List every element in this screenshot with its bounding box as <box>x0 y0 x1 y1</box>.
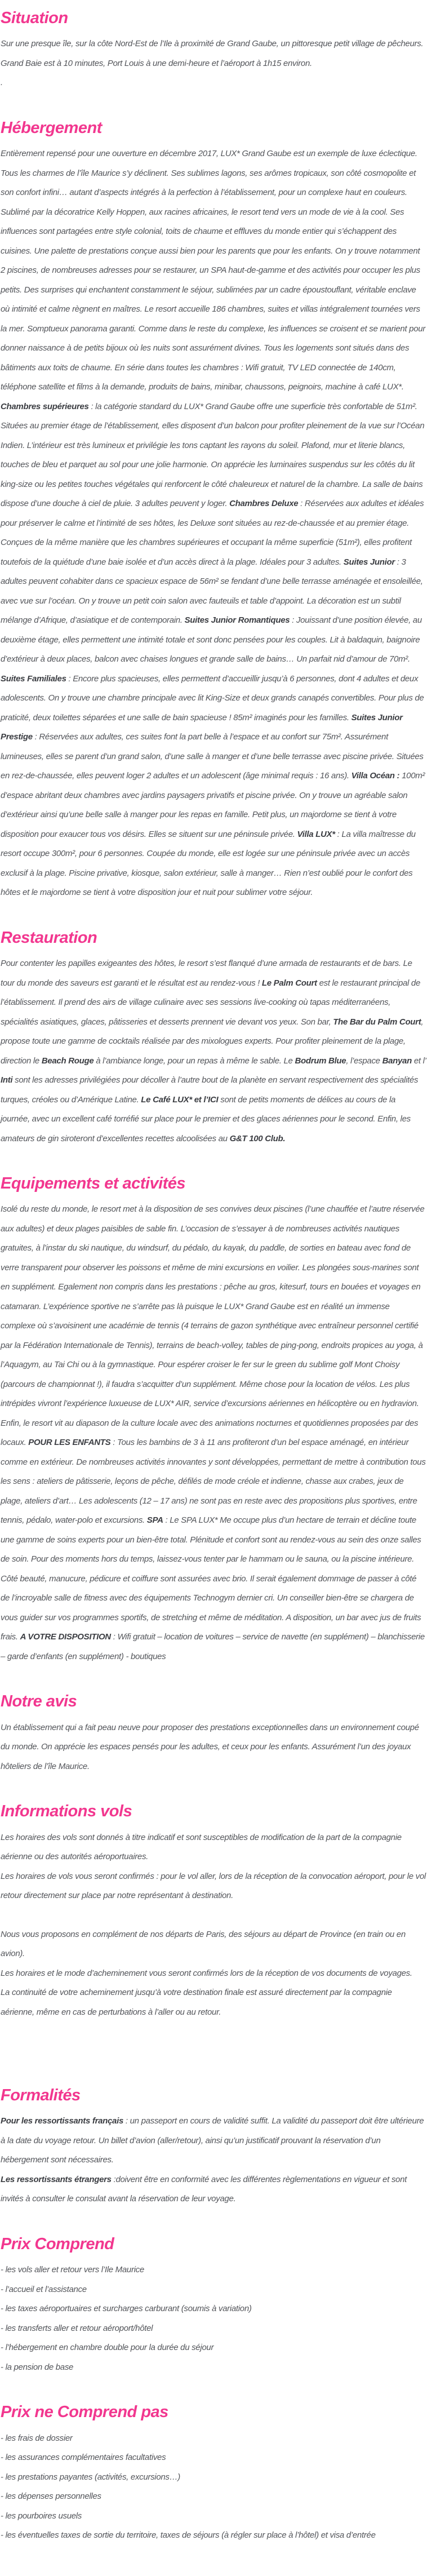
list-item: - les frais de dossier <box>1 2433 73 2443</box>
text-run: : Réservées aux adultes et idéales pour préserver le calme et l’intimité de ses hôtes, les Deluxe sont situées au rez-de-chaussée et au premier étage. Conçues de la même manière que les chambres supérieures et occupant la même superficie (51m²), elles profitent toutefois de la quiétude d’une baie isolée et d’un accès direct à la plage. Idéales pour 3 adultes. <box>1 499 424 567</box>
section-restauration <box>1 929 426 1149</box>
paragraph <box>1 954 426 1149</box>
text-run-bold: Bodrum Blue <box>295 1056 346 1066</box>
text-run-bold: Suites Junior Romantiques <box>184 615 290 626</box>
text-run-bold: The Bar du Palm Court <box>333 1017 421 1027</box>
paragraph <box>1 1718 426 1777</box>
section-title-prix-comprend: Prix Comprend <box>1 2234 114 2253</box>
text-run: , propose toute une gamme de cocktails réalisée par des mixologues experts. Pour profiter pleinement de la plage, direction le <box>1 1017 424 1066</box>
list-item: - les assurances complémentaires facultatives <box>1 2453 166 2463</box>
text-run-bold: Les ressortissants étrangers <box>1 2174 112 2184</box>
text-run: : 3 adultes peuvent cohabiter dans ce spacieux espace de 56m² se fendant d’une belle terrasse aménagée et ensoleillée, avec vue sur l’océan. On y trouve un petit coin salon avec fauteuils et table d’appoint. La décoration est un subtil mélange d’Afrique, d’asiatique et de contemporain. <box>1 557 423 626</box>
text-run: Entièrement repensé pour une ouverture en décembre 2017, LUX* Grand Gaube est un exemple de luxe éclectique. Tous les charmes de l’île Maurice s’y déclinent. Ses sublimes lagons, ses arômes tropicaux, son côté cosmopolite et son confort infini… autant d’aspects intégrés à la perfection à l’établissement, pour un complexe haut en couleurs. Sublimé par la décoratrice Kelly Hoppen, aux racines africaines, le resort tend vers un mode de vie à la cool. Ses influences sont partagées entre style colonial, toits de chaume et effluves du monde entier qui s’échappent des cuisines. Une palette de prestations conçue aussi bien pour les parents que pour les enfants. On y trouve notamment 2 piscines, de nombreuses adresses pour se restaurer, un SPA haut-de-gamme et des activités pour occuper les plus petits. Des surprises qui enchantent constamment le séjour, sublimées par un cadre époustouflant, véritable enclave où intimité et calme règnent en maîtres. Le resort accueille 186 chambres, suites et villas intégralement tournées vers la mer. Somptueux panorama garanti. Comme dans le reste du complexe, les influences se croisent et se marient pour donner naissance à de petits bijoux où les nuits sont assurément divines. Tous les logements sont situés dans des bâtiments aux toits de chaume. En série dans toutes les chambres : Wifi gratuit, TV LED connectée de 140cm, téléphone satellite et films à la demande, produits de bains, minibar, chaussons, peignoirs, machine à café LUX*. <box>1 149 425 392</box>
text-run: Nous vous proposons en complément de nos départs de Paris, des séjours au départ de Province (en train ou en avion). <box>1 1929 406 1959</box>
text-run: : Le SPA LUX* Me occupe plus d’un hectare de terrain et décline toute une gamme de soins experts pour un bien-être total. Plénitude et confort sont au rendez-vous au sein des onze salles de soin. Pour des moments hors du temps, laissez-vous tenter par le hammam ou le sauna, ou la piscine intérieure. Côté beauté, manucure, pédicure et coiffure sont assurées avec brio. Il serait également dommage de passer à côté de l’incroyable salle de fitness avec des équipements Technogym dernier cri. Un conseiller bien-être se chargera de vous guider sur vos programmes sportifs, de stretching et même de méditation. A disposition, un bar avec jus de fruits frais. <box>1 1515 421 1642</box>
section-title-restauration: Restauration <box>1 928 97 947</box>
blank-line <box>1 2022 426 2041</box>
text-run: Sur une presque île, sur la côte Nord-Est de l’Ile à proximité de Grand Gaube, un pittoresque petit village de pêcheurs. Grand Baie est à 10 minutes, Port Louis à une demi-heure et l’aéroport à 1h15 environ. <box>1 39 424 68</box>
text-run: Les horaires des vols sont donnés à titre indicatif et sont susceptibles de modification de la part de la compagnie aérienne ou des autorités aéroportuaires. <box>1 1832 402 1862</box>
section-prix-comprend <box>1 2235 426 2377</box>
text-run: 100m² d’espace abritant deux chambres avec jardins paysagers privatifs et piscine privée. On y trouve un agréable salon d’extérieur ainsi qu’une belle salle à manger pour les repas en famille. Petit plus, un majordome se tient à votre disposition pour exaucer tous vos désirs. Elles se situent sur une péninsule privée. <box>1 771 425 839</box>
paragraph <box>1 1983 426 2022</box>
section-notre-avis <box>1 1692 426 1776</box>
text-run: : Wifi gratuit – location de voitures – service de navette (en supplément) – blanchisserie – garde d’enfants (en supplément) - boutiques <box>1 1632 425 1661</box>
section-informations-vols <box>1 1802 426 2060</box>
text-run: à l’ambiance longe, pour un repas à même le sable. Le <box>94 1056 295 1066</box>
text-run-bold: Beach Rouge <box>41 1056 94 1066</box>
list-item: - les prestations payantes (activités, excursions…) <box>1 2472 180 2482</box>
text-run-bold: Suites Junior Prestige <box>1 712 403 742</box>
paragraph <box>1 1200 426 1666</box>
section-title-hebergement: Hébergement <box>1 118 102 137</box>
text-run-bold: Inti <box>1 1075 13 1085</box>
text-run: Les horaires et le mode d’acheminement vous seront confirmés lors de la réception de vos documents de voyages. <box>1 1968 412 1978</box>
text-run-bold: Villa Océan : <box>351 771 402 781</box>
list-item: - la pension de base <box>1 2362 74 2372</box>
section-title-informations-vols: Informations vols <box>1 1802 132 1821</box>
text-run: sont les adresses privilégiées pour décoller à l’autre bout de la planète en servant respectivement des spécialités turques, créoles ou d’Amérique Latine. <box>1 1075 419 1105</box>
list-item: - les transferts aller et retour aéroport/hôtel <box>1 2323 153 2333</box>
text-run-bold: POUR LES ENFANTS <box>28 1438 111 1448</box>
list-item: - l’accueil et l’assistance <box>1 2284 87 2294</box>
text-run: La continuité de votre acheminement jusqu’à votre destination finale est assuré directement par la compagnie aérienne, même en cas de perturbations à l’aller ou au retour. <box>1 1988 392 2017</box>
section-title-prix-ne-comprend-pas: Prix ne Comprend pas <box>1 2403 168 2422</box>
text-run-bold: G&T 100 Club. <box>229 1133 286 1143</box>
section-prix-ne-comprend-pas <box>1 2403 426 2545</box>
text-run: : Encore plus spacieuses, elles permettent d’accueillir jusqu’à 6 personnes, dont 4 adultes et deux adolescents. On y trouve une chambre principale avec lit King-Size et deux grands canapés convertibles. Pour plus de praticité, deux toilettes séparées et une salle de bain spacieuse ! 85m² imaginés pour les familles. <box>1 673 424 722</box>
text-run: . <box>1 78 3 88</box>
section-equipements <box>1 1174 426 1666</box>
text-run: : Réservées aux adultes, ces suites font la part belle à l’espace et au confort sur 75m². Assurément lumineuses, elles se parent d’un grand salon, d’une salle à manger et d’une belle terrasse avec piscine privée. Situées en rez-de-chaussée, elles peuvent loger 2 adultes et un adolescent (âge minimal requis : 16 ans). <box>1 732 424 781</box>
text-run: : un passeport en cours de validité suffit. La validité du passeport doit être ultérieure à la date du voyage retour. Un billet d’avion (aller/retour), ainsi qu’un justificatif prouvant la réservation d’un hébergement sont nécessaires. <box>1 2116 424 2165</box>
text-run: sont de petits moments de délices au cours de la journée, avec un excellent café torréfié sur place pour le premier et des glaces aériennes pour le second. Enfin, les amateurs de gin siroteront d’excellentes recettes alcoolisées au <box>1 1094 411 1143</box>
text-run-bold: Chambres supérieures <box>1 401 89 411</box>
text-run: Les horaires de vols vous seront confirmés : pour le vol aller, lors de la réception de la convocation aéroport, pour le vol retour directement sur place par notre représentant à destination. <box>1 1871 426 1901</box>
list-item: - les taxes aéroportuaires et surcharges carburant (soumis à variation) <box>1 2304 252 2314</box>
paragraph <box>1 1925 426 1964</box>
text-run: et l’ <box>411 1056 426 1066</box>
section-hebergement <box>1 119 426 903</box>
text-run: Isolé du reste du monde, le resort met à la disposition de ses convives deux piscines (l’une chauffée et l’autre réservée aux adultes) et deux plages paisibles de sable fin. L’occasion de s’essayer à de nombreuses activités nautiques gratuites, à l’instar du ski nautique, du windsurf, du pédalo, du kayak, du paddle, de sorties en bateau avec fond de verre transparent pour observer les poissons et même de mini excursions en voilier. Les plongées sous-marines sont en supplément. Egalement non compris dans les prestations : pêche au gros, kitesurf, tours en bouées et voyages en catamaran. L’expérience sportive ne s’arrête pas là puisque le LUX* Grand Gaube est en réalité un immense complexe où s’avoisinent une académie de tennis (4 terrains de gazon synthétique avec entraîneur personnel certifié par la Fédération Internationale de Tennis), terrains de beach-volley, tables de ping-pong, endroits propices au yoga, à l’Aquagym, au Tai Chi ou à la gymnastique. Pour espérer croiser le fer sur le green du sublime golf Mont Choisy (parcours de championnat !), il faudra s’acquitter d’un supplément. Même chose pour la location de vélos. Les plus intrépides vivront l’expérience luxueuse de LUX* AIR, service d’excursions aériennes en hélicoptère ou en hydravion. Enfin, le resort vit au diapason de la culture locale avec des animations nocturnes et quotidiennes proposées par des locaux. <box>1 1204 425 1448</box>
text-run: : Jouissant d’une position élevée, au deuxième étage, elles permettent une intimité totale et sont donc pensées pour les couples. Lit à baldaquin, baignoire d’extérieur à deux places, balcon avec chaises longues et grande salle de bains… Un parfait nid d’amour de 70m². <box>1 615 422 664</box>
paragraph <box>1 1964 426 1984</box>
text-run-bold: Le Palm Court <box>261 978 317 988</box>
section-formalites <box>1 2086 426 2209</box>
paragraph <box>1 1828 426 1867</box>
text-run: :doivent être en conformité avec les différentes règlementations en vigueur et sont invités à consulter le consulat avant la réservation de leur voyage. <box>1 2174 407 2204</box>
section-title-situation: Situation <box>1 9 68 27</box>
section-title-notre-avis: Notre avis <box>1 1692 77 1711</box>
text-run: : Tous les bambins de 3 à 11 ans profiteront d’un bel espace aménagé, en intérieur comme en extérieur. De nombreuses activités innovantes y sont développées, permettant de mettre à contribution tous les sens : ateliers de pâtisserie, leçons de pêche, défilés de mode créole et indienne, chasse aux crabes, jeux de plage, ateliers d’art… Les adolescents (12 – 17 ans) ne sont pas en reste avec des propositions plus sportives, entre tennis, pédalo, water-polo et excursions. <box>1 1438 426 1526</box>
text-run-bold: Suites Familiales <box>1 673 66 684</box>
section-title-formalites: Formalités <box>1 2086 81 2105</box>
text-run-bold: SPA <box>146 1515 163 1526</box>
text-run: Un établissement qui a fait peau neuve pour proposer des prestations exceptionnelles dans un environnement coupé du monde. On apprécie les espaces pensés pour les adultes, et ceux pour les enfants. Assurément l’un des joyaux hôteliers de l’île Maurice. <box>1 1722 419 1771</box>
paragraph <box>1 73 426 93</box>
text-run-bold: Suites Junior <box>343 557 395 567</box>
text-run: : la catégorie standard du LUX* Grand Gaube offre une superficie très confortable de 51m². Situées au premier étage de l’établissement, elles disposent d’un balcon pour profiter pleinement de la vue sur l’Océan Indien. L’intérieur est très lumineux et privilégie les tons captant les rayons du soleil. Plafond, mur et literie blancs, touches de bleu et parquet au sol pour une jolie harmonie. On apprécie les luminaires suspendus sur les côtés du lit king-size ou les petites touches végétales qui renforcent le côté chaleureux et naturel de la chambre. La salle de bains dispose d’une douche à ciel de pluie. 3 adultes peuvent y loger. <box>1 401 425 509</box>
document-body <box>1 9 426 2546</box>
paragraph <box>1 2112 426 2170</box>
paragraph <box>1 34 426 73</box>
text-run-bold: Pour les ressortissants français <box>1 2116 124 2126</box>
text-run: Pour contenter les papilles exigeantes des hôtes, le resort s’est flanqué d’une armada de restaurants et de bars. Le tour du monde des saveurs est garanti et le résultat est au rendez-vous ! <box>1 959 412 988</box>
list-item: - les dépenses personnelles <box>1 2491 101 2502</box>
text-run-bold: Chambres Deluxe <box>229 499 299 509</box>
paragraph <box>1 2170 426 2209</box>
text-run: est le restaurant principal de l’établissement. Il prend des airs de village culinaire avec ses sessions live-cooking où tapas méditerranéens, spécialités asiatiques, glaces, pâtisseries et desserts prennent vie devant vos yeux. Son bar, <box>1 978 421 1027</box>
text-run-bold: Villa LUX* <box>297 829 335 839</box>
blank-line <box>1 1906 426 1925</box>
text-run-bold: Le Café LUX* et l’ICI <box>141 1094 219 1105</box>
list-item: - les vols aller et retour vers l’Ile Maurice <box>1 2265 144 2275</box>
section-situation <box>1 9 426 93</box>
list-item: - les éventuelles taxes de sortie du territoire, taxes de séjours (à régler sur place à l’hôtel) et visa d’entrée <box>1 2530 376 2540</box>
paragraph <box>1 1867 426 1906</box>
list-item: - les pourboires usuels <box>1 2511 82 2521</box>
section-title-equipements: Equipements et activités <box>1 1174 186 1193</box>
text-run: : La villa maîtresse du resort occupe 300m², pour 6 personnes. Coupée du monde, elle est logée sur une péninsule privée avec un accès exclusif à la plage. Piscine privative, kiosque, salon extérieur, salle à manger… Rien n’est oublié pour le confort des hôtes et le majordome se tient à votre disposition jour et nuit pour sublimer votre séjour. <box>1 829 416 898</box>
paragraph <box>1 144 426 903</box>
text-run: , l’espace <box>346 1056 382 1066</box>
blank-line <box>1 2041 426 2060</box>
text-run-bold: Banyan <box>382 1056 412 1066</box>
text-run-bold: A VOTRE DISPOSITION <box>20 1632 111 1642</box>
list-item: - l’hébergement en chambre double pour la durée du séjour <box>1 2343 214 2353</box>
